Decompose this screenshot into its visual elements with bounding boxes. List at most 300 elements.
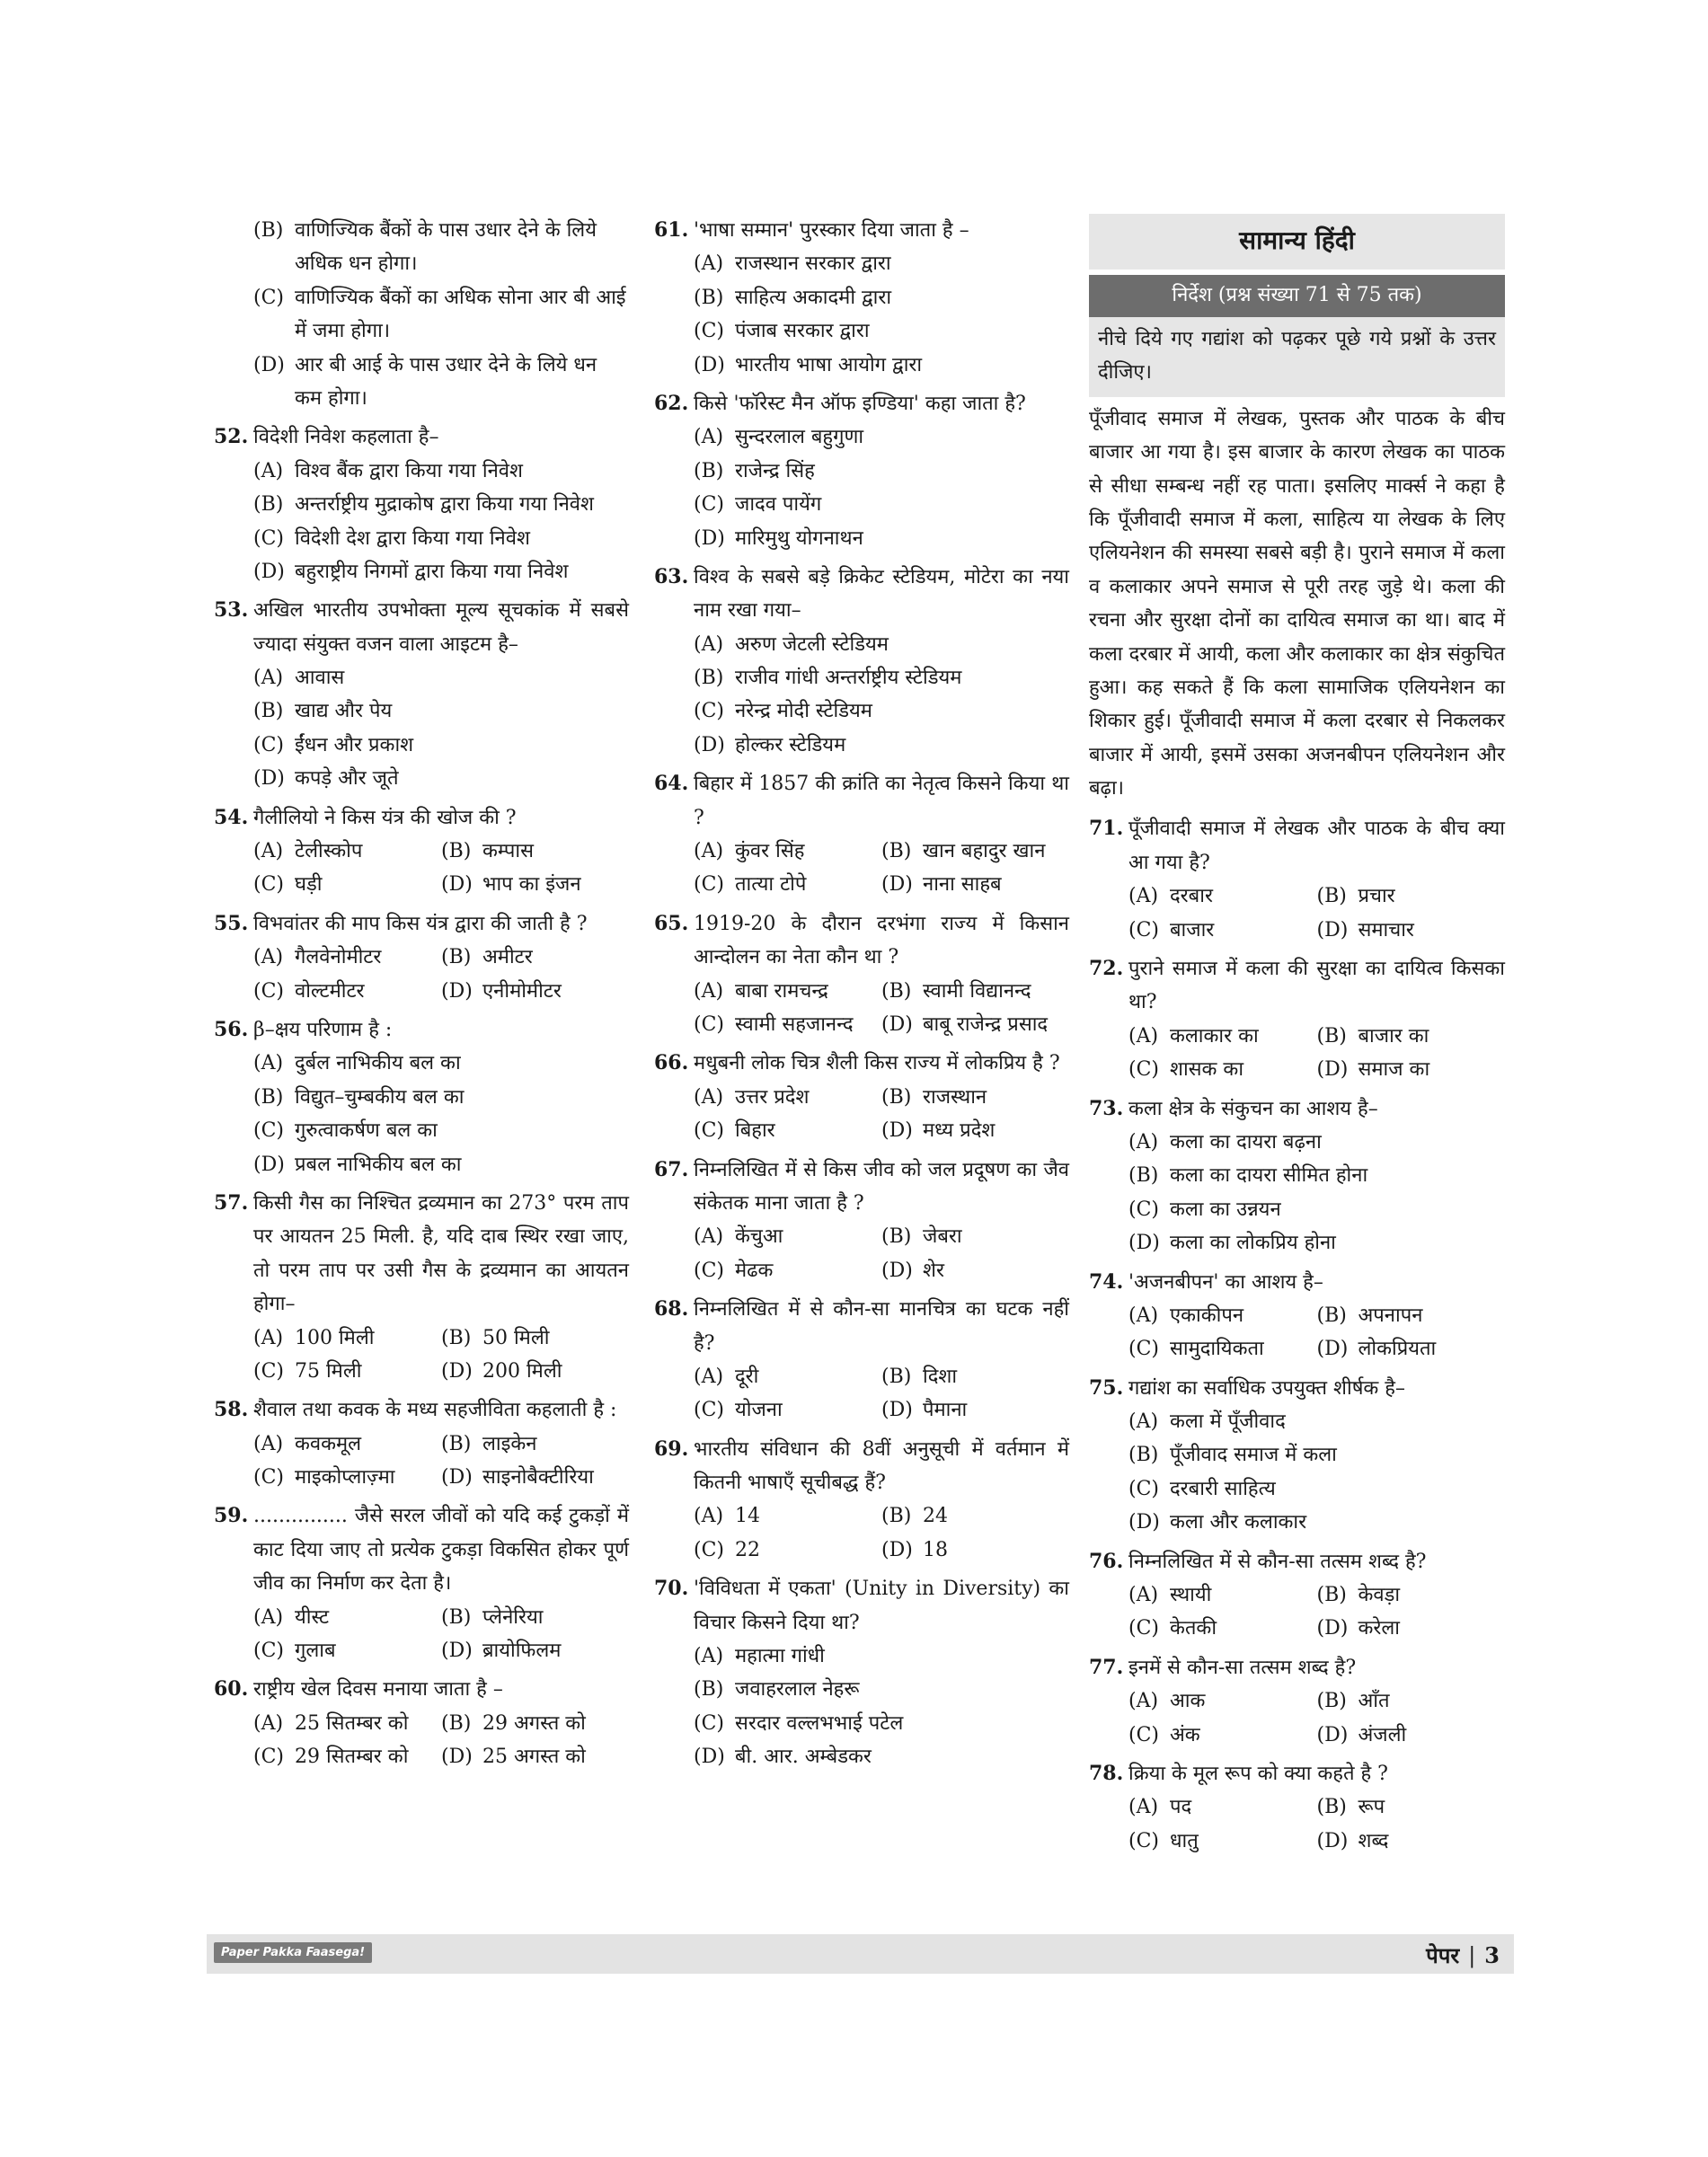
question-body <box>253 594 629 795</box>
question <box>214 1673 629 1773</box>
question-text: पुराने समाज में कला की सुरक्षा का दायित्व किसका था? <box>1128 958 1505 1014</box>
option-label: (C) <box>694 493 724 517</box>
option-label: (B) <box>441 946 472 969</box>
option-text: माइकोप्लाज़्मा <box>295 1466 395 1490</box>
question-number: 60. <box>214 1677 249 1702</box>
option-label: (D) <box>1316 1058 1349 1082</box>
option-text: यीस्ट <box>295 1605 330 1629</box>
option-text: दूरी <box>735 1365 759 1388</box>
option <box>441 835 629 868</box>
option-label: (B) <box>1316 885 1347 908</box>
option-text: ब्रायोफिलम <box>482 1640 562 1663</box>
question-body <box>253 1187 629 1388</box>
option-text: कवकमूल <box>295 1432 362 1455</box>
option-text: पंजाब सरकार द्वारा <box>735 320 870 343</box>
option <box>694 1360 881 1393</box>
option-label: (A) <box>1128 1130 1159 1154</box>
option-text: धातु <box>1170 1829 1199 1852</box>
question <box>1089 1545 1505 1646</box>
option <box>694 661 1069 694</box>
option-text: वाणिज्यिक बैंकों का अधिक सोना आर बी आई में जमा होगा। <box>295 286 626 343</box>
option-text: तात्या टोपे <box>735 873 807 897</box>
question-body <box>694 561 1069 762</box>
option-label: (C) <box>253 733 284 756</box>
option <box>253 214 629 281</box>
option-text: रूप <box>1358 1796 1385 1819</box>
options-list <box>253 835 629 902</box>
option-text: बी. आर. अम्बेडकर <box>735 1746 872 1769</box>
option-label: (D) <box>881 1119 913 1143</box>
question-number: 73. <box>1089 1096 1124 1120</box>
option-text: शब्द <box>1358 1829 1389 1852</box>
option-label: (A) <box>694 840 724 863</box>
option-label: (C) <box>694 1119 724 1143</box>
question-body <box>694 387 1069 555</box>
options-list <box>694 975 1069 1042</box>
options-list <box>1128 1790 1505 1858</box>
option-label: (C) <box>694 1538 724 1561</box>
options-list <box>694 1360 1069 1428</box>
option-text: विद्युत–चुम्बकीय बल का <box>295 1085 465 1109</box>
question-body <box>1128 1372 1505 1540</box>
separator: | <box>1468 1943 1476 1968</box>
option-label: (D) <box>1316 1338 1349 1361</box>
option-text: बाबा रामचन्द्र <box>735 979 828 1003</box>
question-text: क्रिया के मूल रूप को क्या कहते है ? <box>1128 1763 1388 1785</box>
option <box>694 975 881 1008</box>
question <box>654 561 1069 762</box>
option-text: नाना साहब <box>923 873 1002 897</box>
option-text: 14 <box>735 1505 760 1528</box>
question-body <box>694 1047 1069 1147</box>
option <box>694 281 1069 314</box>
option <box>1317 914 1506 947</box>
question <box>1089 1266 1505 1366</box>
option-label: (B) <box>253 219 284 242</box>
option-text: घड़ी <box>295 873 323 897</box>
question-text: β–क्षय परिणाम है : <box>253 1018 393 1041</box>
question-text: 'अजनबीपन' का आशय है– <box>1128 1270 1323 1294</box>
option <box>1317 1790 1506 1824</box>
option-text: दरबारी साहित्य <box>1170 1477 1276 1500</box>
options-list <box>253 941 629 1008</box>
option <box>881 1393 1069 1427</box>
question-number: 74. <box>1089 1269 1124 1294</box>
option <box>1128 1405 1505 1438</box>
question <box>1089 1092 1505 1260</box>
option-text: खाद्य और पेय <box>295 700 393 723</box>
option <box>1317 1332 1506 1366</box>
option-text: 29 अगस्त को <box>482 1711 586 1735</box>
options-list <box>694 628 1069 763</box>
question-number: 66. <box>654 1051 689 1075</box>
question-text: अखिल भारतीय उपभोक्ता मूल्य सूचकांक में सबसे ज्यादा संयुक्त वजन वाला आइटम है– <box>253 599 629 656</box>
option-text: खान बहादुर खान <box>923 840 1046 863</box>
question-number: 61. <box>654 218 689 242</box>
page-number: 3 <box>1484 1942 1500 1968</box>
option-text: वाणिज्यिक बैंकों के पास उधार देने के लिये अधिक धन होगा। <box>295 219 597 276</box>
option <box>694 247 1069 280</box>
question-body <box>1128 1757 1505 1858</box>
option <box>253 975 441 1008</box>
column-right <box>1089 214 1505 1863</box>
question-text: किसे 'फॉरेस्ट मैन ऑफ इण्डिया' कहा जाता है? <box>694 392 1026 415</box>
option-label: (B) <box>881 979 912 1003</box>
option-label: (B) <box>441 1711 472 1735</box>
option-label: (A) <box>1128 1690 1159 1713</box>
option-label: (C) <box>694 873 724 897</box>
option-label: (C) <box>1128 1617 1159 1640</box>
question-text: ............... जैसे सरल जीवों को यदि कई टुकड़ों में काट दिया जाए तो प्रत्येक टुकड़ा विकसित होकर पूर्ण जीव का निर्माण कर देता है। <box>253 1505 629 1596</box>
option <box>694 522 1069 555</box>
option-label: (C) <box>253 1119 284 1143</box>
option <box>253 1634 441 1667</box>
option-text: राजस्थान <box>923 1085 987 1109</box>
option-label: (B) <box>881 1225 912 1249</box>
option <box>881 1008 1069 1041</box>
option <box>694 420 1069 454</box>
option-label: (C) <box>253 1746 284 1769</box>
question-body <box>694 1154 1069 1288</box>
option-text: मध्य प्रदेश <box>923 1119 996 1143</box>
option <box>253 762 629 795</box>
option-label: (B) <box>694 667 724 690</box>
option <box>1128 1790 1317 1824</box>
question-number: 77. <box>1089 1655 1124 1679</box>
question <box>654 1047 1069 1147</box>
page-info <box>1426 1940 1500 1970</box>
option <box>441 1707 629 1740</box>
option <box>253 1707 441 1740</box>
option-text: प्रबल नाभिकीय बल का <box>295 1153 462 1176</box>
option-label: (D) <box>1316 1829 1349 1852</box>
question-number: 54. <box>214 805 249 829</box>
question <box>214 1013 629 1181</box>
option-text: कला और कलाकार <box>1170 1511 1307 1534</box>
option-label: (D) <box>1128 1511 1160 1534</box>
option-text: पूँजीवाद समाज में कला <box>1170 1444 1337 1467</box>
options-list <box>1128 1405 1505 1540</box>
options-list <box>253 214 629 415</box>
options-list <box>1128 1299 1505 1366</box>
option-label: (B) <box>881 1365 912 1388</box>
question-body <box>1128 1266 1505 1366</box>
option <box>1128 1126 1505 1159</box>
option-label: (C) <box>253 979 284 1003</box>
directions-title: निर्देश (प्रश्न संख्या 71 से 75 तक) <box>1089 275 1505 317</box>
options-list <box>694 1640 1069 1774</box>
option-text: सामुदायिकता <box>1170 1338 1264 1361</box>
option <box>1128 914 1317 947</box>
option <box>1317 1825 1506 1858</box>
option-text: प्रचार <box>1358 885 1395 908</box>
option-label: (D) <box>441 979 473 1003</box>
option-text: दरबार <box>1170 885 1213 908</box>
option-text: बाजार <box>1170 918 1215 941</box>
option-label: (D) <box>441 1746 473 1769</box>
question-body <box>253 1013 629 1181</box>
option-text: कपड़े और जूते <box>295 767 399 791</box>
question-text: किसी गैस का निश्चित द्रव्यमान का 273° परम ताप पर आयतन 25 मिली. है, यदि दाब स्थिर रखा जाए, तो परम ताप पर उसी गैस के द्रव्यमान का आयतन होगा– <box>253 1191 629 1316</box>
option <box>1128 1472 1505 1506</box>
option-label: (B) <box>881 1505 912 1528</box>
question-body <box>694 907 1069 1042</box>
option-text: योजना <box>735 1399 783 1422</box>
question-number: 78. <box>1089 1762 1124 1785</box>
option <box>881 1360 1069 1393</box>
column-left <box>214 214 629 1780</box>
options-list <box>253 214 629 415</box>
option <box>441 1322 629 1355</box>
question <box>654 1154 1069 1288</box>
option <box>441 1601 629 1634</box>
option-text: 22 <box>735 1538 760 1561</box>
question-body <box>253 1499 629 1667</box>
options-list <box>1128 1126 1505 1260</box>
option-text: सरदार वल्लभभाई पटेल <box>735 1711 904 1735</box>
option-label: (C) <box>694 1399 724 1422</box>
question-body <box>1128 812 1505 947</box>
option-label: (A) <box>694 426 724 449</box>
question-number: 69. <box>654 1437 689 1461</box>
option-label: (D) <box>694 353 725 376</box>
option <box>1128 1053 1317 1086</box>
option-text: कुंवर सिंह <box>735 840 805 863</box>
option <box>1128 1332 1317 1366</box>
option-text: 200 मिली <box>482 1359 562 1383</box>
option-label: (A) <box>253 840 284 863</box>
options-list <box>253 1428 629 1495</box>
option-text: साहित्य अकादमी द्वारा <box>735 286 892 309</box>
option <box>1128 1159 1505 1192</box>
option-label: (C) <box>694 1711 724 1735</box>
option-text: कला का दायरा बढ़ना <box>1170 1130 1322 1154</box>
option-label: (C) <box>1128 1198 1159 1221</box>
directions-text: नीचे दिये गए गद्यांश को पढ़कर पूछे गये प्रश्नों के उत्तर दीजिए। <box>1089 317 1505 397</box>
option <box>253 488 629 521</box>
question-text: राष्ट्रीय खेल दिवस मनाया जाता है – <box>253 1678 503 1702</box>
option-text: उत्तर प्रदेश <box>735 1085 810 1109</box>
option-label: (B) <box>694 1678 724 1702</box>
option-text: गुलाब <box>295 1640 336 1663</box>
option-text: अंक <box>1170 1723 1200 1746</box>
option-text: राजस्थान सरकार द्वारा <box>735 252 891 276</box>
option-label: (C) <box>694 1012 724 1036</box>
option-label: (A) <box>694 1365 724 1388</box>
option <box>694 455 1069 488</box>
options-list <box>694 1220 1069 1287</box>
option-label: (D) <box>441 1640 473 1663</box>
options-list <box>694 835 1069 902</box>
option-label: (B) <box>1316 1796 1347 1819</box>
option-label: (D) <box>441 873 473 897</box>
question-body <box>253 1673 629 1773</box>
option <box>253 1081 629 1114</box>
options-list <box>694 1499 1069 1567</box>
option <box>253 522 629 555</box>
option-label: (A) <box>694 1085 724 1109</box>
option-label: (A) <box>1128 1304 1159 1327</box>
option-label: (B) <box>253 700 284 723</box>
option-text: केंचुआ <box>735 1225 783 1249</box>
option-label: (D) <box>1316 1617 1349 1640</box>
question-text: शैवाल तथा कवक के मध्य सहजीविता कहलाती है : <box>253 1399 617 1422</box>
question <box>214 594 629 795</box>
question-text: इनमें से कौन-सा तत्सम शब्द है? <box>1128 1656 1357 1679</box>
option <box>881 1254 1069 1287</box>
option-label: (D) <box>1128 1232 1160 1255</box>
option-text: कला का उन्नयन <box>1170 1198 1281 1221</box>
option-label: (C) <box>1128 1058 1159 1082</box>
option-text: अंजली <box>1358 1723 1407 1746</box>
option-text: विदेशी देश द्वारा किया गया निवेश <box>295 526 530 550</box>
option-text: कम्पास <box>482 840 534 863</box>
option <box>253 555 629 588</box>
options-list <box>1128 880 1505 947</box>
question-number: 75. <box>1089 1375 1124 1400</box>
option-text: जेबरा <box>923 1225 962 1249</box>
option <box>694 1008 881 1041</box>
option-text: मेढक <box>735 1259 774 1282</box>
option <box>1128 1020 1317 1053</box>
option-text: महात्मा गांधी <box>735 1645 825 1668</box>
option-text: साइनोबैक्टीरिया <box>482 1466 594 1490</box>
question-number: 70. <box>654 1577 689 1601</box>
question <box>654 1293 1069 1428</box>
option <box>1317 1578 1506 1612</box>
option-text: एकाकीपन <box>1170 1304 1244 1327</box>
option-text: दिशा <box>923 1365 958 1388</box>
option <box>253 1601 441 1634</box>
question-body <box>1128 1092 1505 1260</box>
option <box>694 1254 881 1287</box>
options-list <box>253 661 629 796</box>
option-label: (C) <box>253 1640 284 1663</box>
question <box>1089 1651 1505 1752</box>
option-text: स्वामी सहजानन्द <box>735 1012 854 1036</box>
options-list <box>1128 1684 1505 1752</box>
option-label: (B) <box>1128 1444 1159 1467</box>
question-body <box>253 907 629 1008</box>
option-text: 50 मिली <box>482 1326 550 1349</box>
question-body <box>694 1293 1069 1428</box>
question <box>214 907 629 1008</box>
option <box>881 868 1069 901</box>
option <box>1317 1684 1506 1718</box>
option <box>881 1081 1069 1114</box>
option <box>253 1740 441 1773</box>
option-text: लाइकेन <box>482 1432 537 1455</box>
option-text: 25 अगस्त को <box>482 1746 586 1769</box>
option-text: एनीमोमीटर <box>482 979 562 1003</box>
option-text: आर बी आई के पास उधार देने के लिये धन कम होगा। <box>295 353 597 410</box>
option-label: (C) <box>1128 1723 1159 1746</box>
option <box>1128 1193 1505 1226</box>
question-number: 58. <box>214 1398 249 1422</box>
question-text: विदेशी निवेश कहलाता है– <box>253 426 439 449</box>
option <box>253 868 441 901</box>
question-number: 52. <box>214 425 249 449</box>
option-label: (D) <box>253 353 285 376</box>
option <box>694 488 1069 521</box>
question-number: 55. <box>214 911 249 935</box>
option-text: कला का दायरा सीमित होना <box>1170 1164 1368 1188</box>
option <box>253 1322 441 1355</box>
option-label: (C) <box>253 1359 284 1383</box>
options-list <box>694 1081 1069 1148</box>
option <box>881 835 1069 868</box>
option-text: स्वामी विद्यानन्द <box>923 979 1031 1003</box>
option-text: समाज का <box>1358 1058 1430 1082</box>
option <box>253 1355 441 1388</box>
option-text: जवाहरलाल नेहरू <box>735 1678 860 1702</box>
option <box>694 349 1069 382</box>
question-number: 76. <box>1089 1549 1124 1573</box>
option-text: बिहार <box>735 1119 775 1143</box>
question-list <box>1089 812 1505 1858</box>
option-text: 18 <box>923 1538 948 1561</box>
option-label: (C) <box>253 1466 284 1490</box>
question-text: निम्नलिखित में से किस जीव को जल प्रदूषण का जैव संकेतक माना जाता है ? <box>694 1158 1069 1215</box>
question <box>654 1433 1069 1568</box>
question-number: 67. <box>654 1157 689 1181</box>
option <box>1128 1612 1317 1645</box>
question <box>654 907 1069 1042</box>
option-label: (B) <box>881 840 912 863</box>
option-label: (B) <box>694 459 724 482</box>
question-text: 1919-20 के दौरान दरभंगा राज्य में किसान आन्दोलन का नेता कौन था ? <box>694 912 1069 969</box>
option-text: स्थायी <box>1170 1584 1212 1607</box>
option-label: (C) <box>253 526 284 550</box>
option-label: (A) <box>253 667 284 690</box>
option-text: राजीव गांधी अन्तर्राष्ट्रीय स्टेडियम <box>735 667 962 690</box>
options-list <box>253 1322 629 1389</box>
question <box>654 767 1069 902</box>
option-text: अमीटर <box>482 946 533 969</box>
option-text: लोकप्रियता <box>1358 1338 1437 1361</box>
question-text: निम्नलिखित में से कौन-सा तत्सम शब्द है? <box>1128 1550 1427 1573</box>
question-body <box>694 1572 1069 1773</box>
option-text: नरेन्द्र मोदी स्टेडियम <box>735 700 872 723</box>
option-label: (C) <box>253 873 284 897</box>
option <box>441 1634 629 1667</box>
option-label: (B) <box>441 840 472 863</box>
options-list <box>253 1047 629 1181</box>
question-text: 'भाषा सम्मान' पुरस्कार दिया जाता है – <box>694 219 969 242</box>
option <box>253 1148 629 1181</box>
option-label: (A) <box>253 1711 284 1735</box>
option <box>1128 1299 1317 1332</box>
option-label: (B) <box>253 493 284 517</box>
option <box>1317 1719 1506 1752</box>
option-text: गैलवेनोमीटर <box>295 946 382 969</box>
option-text: प्लेनेरिया <box>482 1605 544 1629</box>
option-text: आवास <box>295 667 345 690</box>
question-body <box>253 420 629 588</box>
option-label: (A) <box>1128 1584 1159 1607</box>
option-label: (B) <box>441 1432 472 1455</box>
options-list <box>253 455 629 589</box>
option <box>1128 1684 1317 1718</box>
option <box>441 1428 629 1461</box>
option-label: (A) <box>1128 1410 1159 1434</box>
option <box>694 694 1069 728</box>
option <box>441 941 629 974</box>
question-body <box>694 1433 1069 1568</box>
question-number: 62. <box>654 391 689 415</box>
question-number: 63. <box>654 564 689 588</box>
options-list <box>1128 1578 1505 1646</box>
